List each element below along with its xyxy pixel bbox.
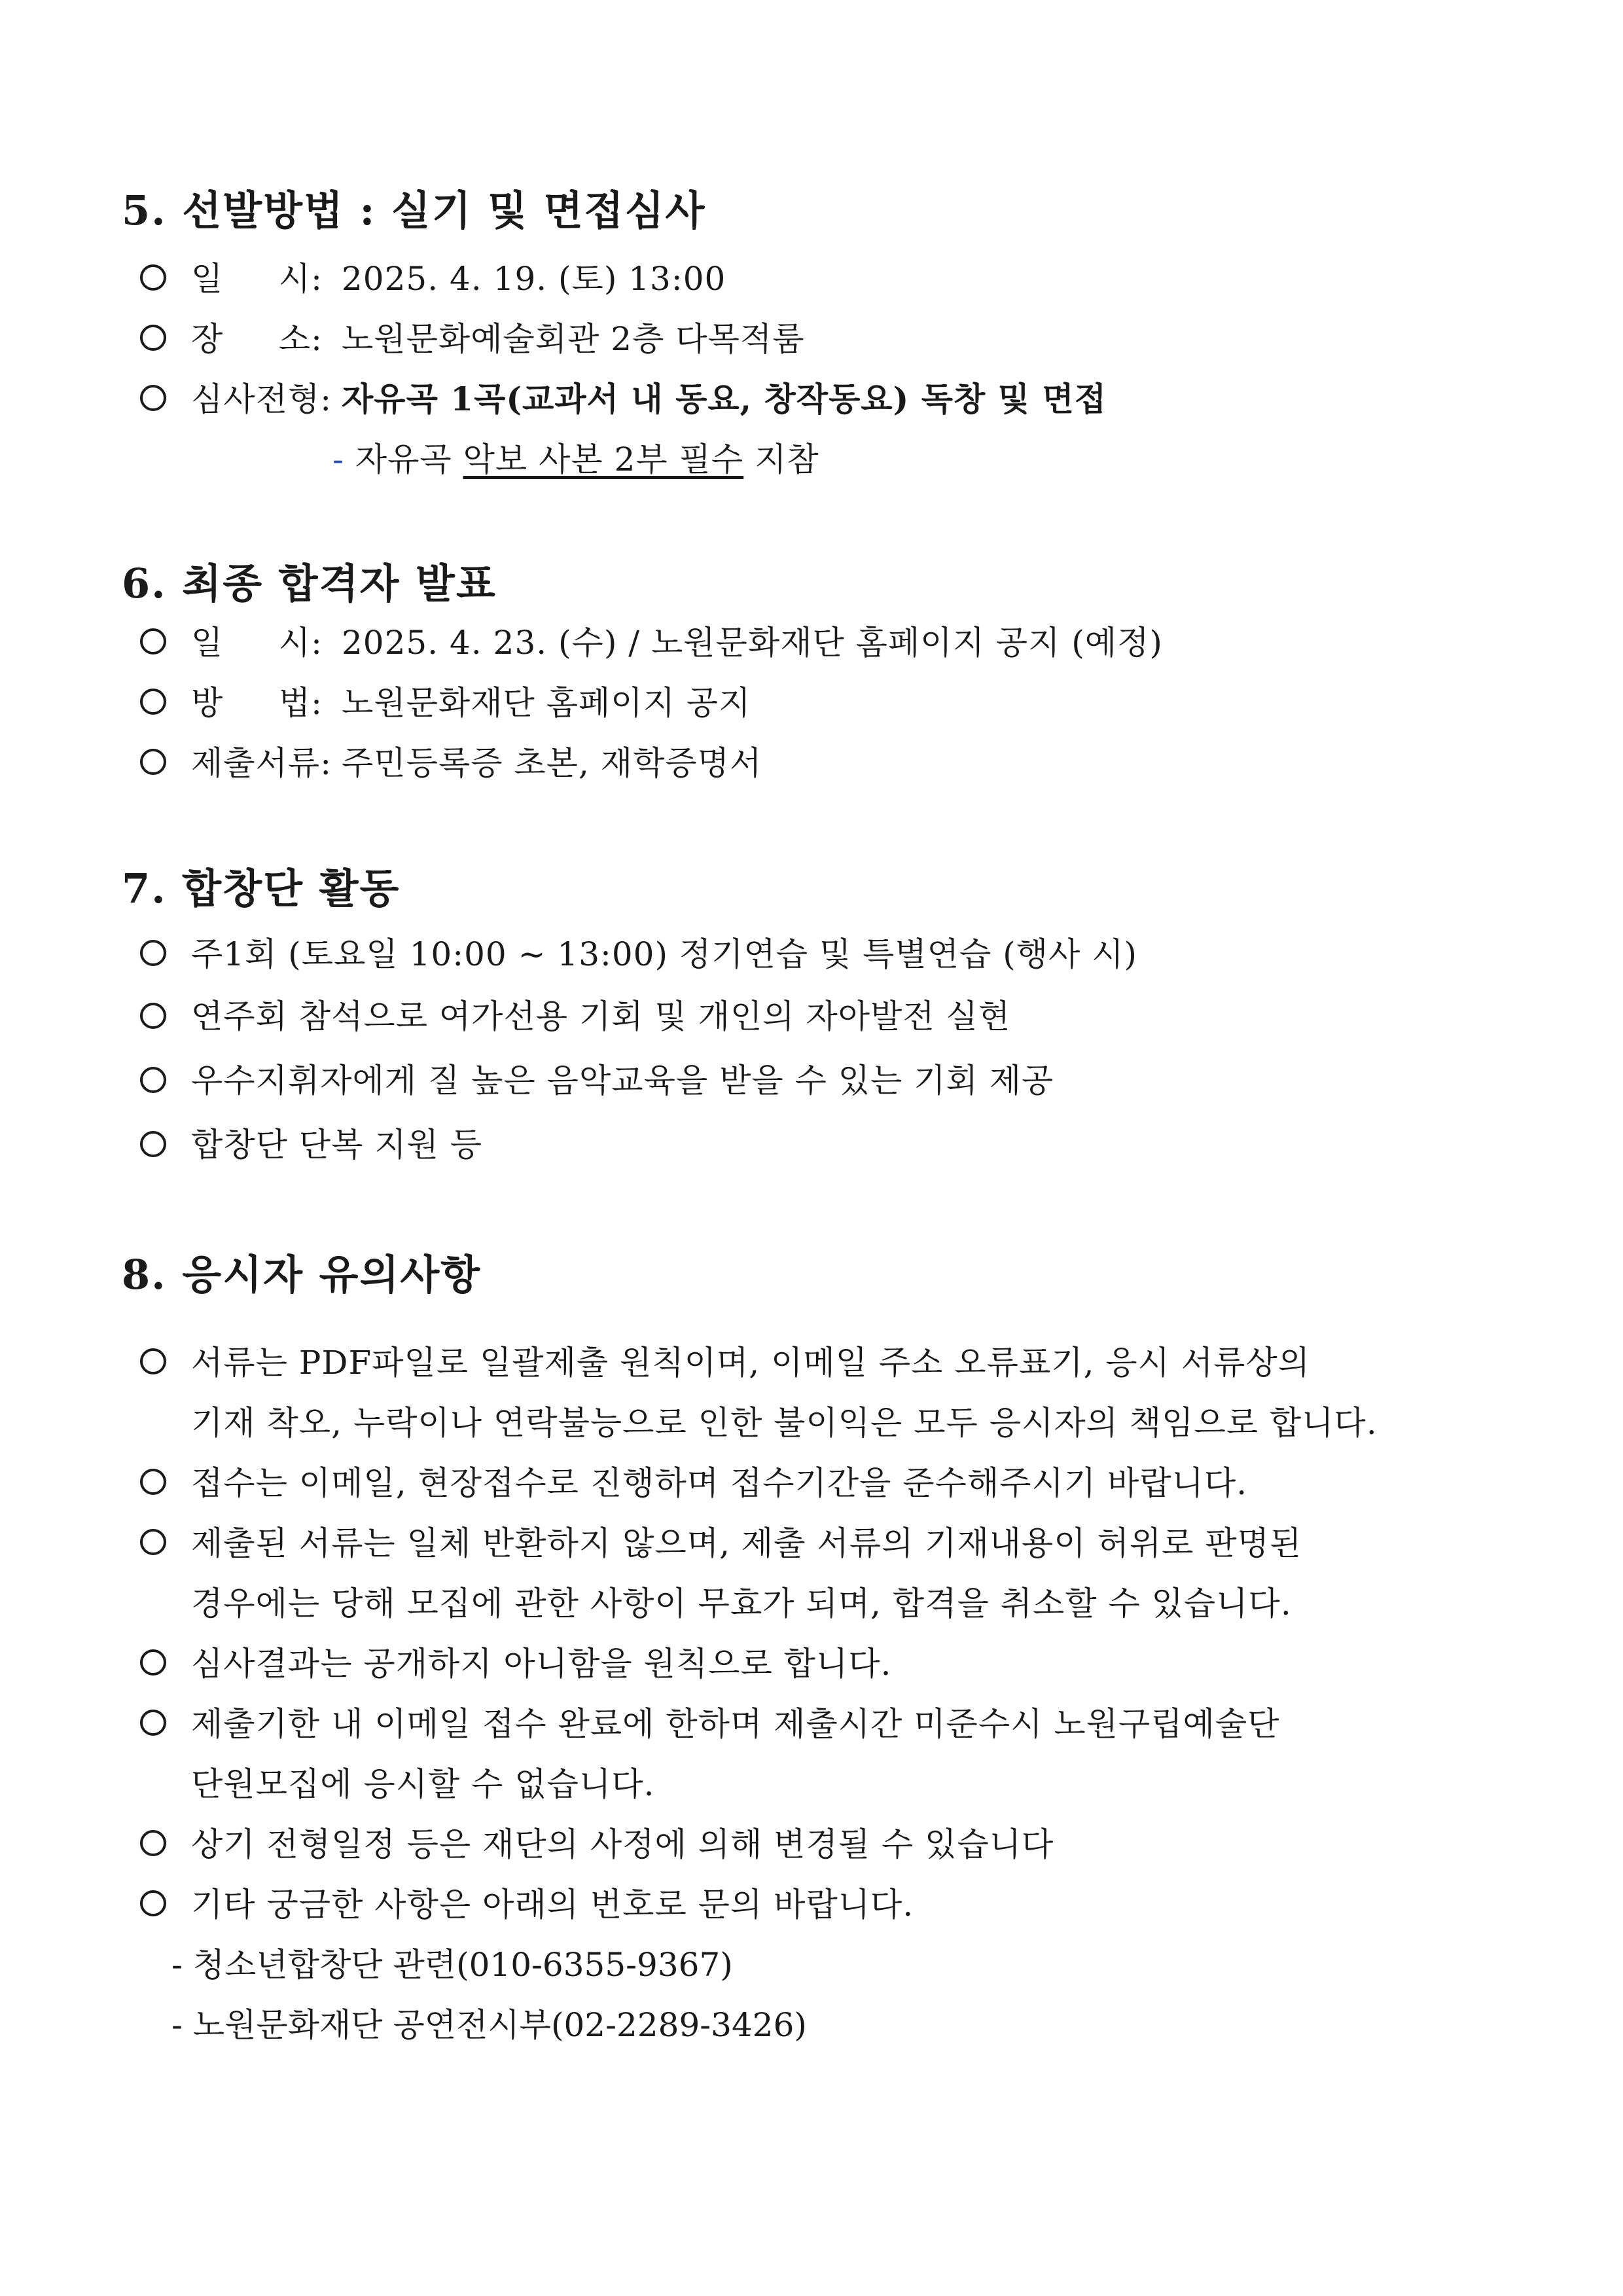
item-value: 자유곡 1곡(교과서 내 동요, 창작동요) 독창 및 면접 [342, 380, 1107, 418]
contact-text: - 노원문화재단 공연전시부(02-2289-3426) [171, 2006, 807, 2044]
item-value: 노원문화재단 홈페이지 공지 [342, 684, 751, 722]
item-label: 제출서류: [191, 744, 332, 782]
sec5-sub-note [122, 429, 1509, 490]
bullet-circle-icon [140, 1710, 166, 1736]
item-text-line1: 접수는 이메일, 현장접수로 진행하며 접수기간을 준수해주시기 바랍니다. [191, 1464, 1248, 1502]
sec8-item-continuation [122, 1393, 1509, 1453]
item-text-line2: 단원모집에 응시할 수 없습니다. [191, 1765, 655, 1803]
sec8-item [122, 1333, 1509, 1393]
item-label: 장 소: [191, 320, 323, 358]
bullet-circle-icon [140, 749, 166, 775]
bullet-circle-icon [140, 1003, 166, 1029]
item-text-line1: 제출기한 내 이메일 접수 완료에 한하며 제출시간 미준수시 노원구립예술단 [191, 1705, 1280, 1743]
item-label: 일 시: [191, 260, 323, 298]
item-text-line1: 심사결과는 공개하지 아니함을 원칙으로 합니다. [191, 1645, 892, 1683]
item-text-line1: 제출된 서류는 일체 반환하지 않으며, 제출 서류의 기재내용이 허위로 판명된 [191, 1524, 1302, 1562]
sec7-item [122, 924, 1509, 984]
bullet-circle-icon [140, 385, 166, 411]
item-text: 주1회 (토요일 10:00 ~ 13:00) 정기연습 및 특별연습 (행사 시) [191, 935, 1138, 973]
item-value: 2025. 4. 19. (토) 13:00 [342, 260, 726, 298]
item-text: 합창단 단복 지원 등 [191, 1126, 483, 1164]
section-5 [122, 185, 1509, 490]
sec7-item [122, 1049, 1509, 1113]
sub-dash: - [332, 440, 344, 478]
bullet-circle-icon [140, 940, 166, 966]
sub-post: 지참 [755, 440, 819, 478]
sec8-item-continuation [122, 1754, 1509, 1814]
sec6-item-docs [122, 733, 1509, 793]
bullet-circle-icon [140, 628, 166, 655]
item-text: 연주회 참석으로 여가선용 기회 및 개인의 자아발전 실현 [191, 997, 1011, 1035]
sec8-item [122, 1814, 1509, 1874]
bullet-circle-icon [140, 1649, 166, 1676]
item-text-line2: 경우에는 당해 모집에 관한 사항이 무효가 되며, 합격을 취소할 수 있습니다. [191, 1585, 1292, 1623]
bullet-circle-icon [140, 1469, 166, 1495]
bullet-circle-icon [140, 1890, 166, 1916]
sec6-item-method [122, 673, 1509, 733]
sec8-item-continuation [122, 1573, 1509, 1634]
bullet-circle-icon [140, 1131, 166, 1157]
sub-underlined: 악보 사본 2부 필수 [463, 440, 744, 478]
contact-text: - 청소년합창단 관련(010-6355-9367) [171, 1946, 733, 1984]
section-7 [122, 863, 1509, 1177]
section-8-heading: 8. 응시자 유의사항 [122, 1251, 482, 1299]
sec6-item-date [122, 613, 1509, 673]
item-text-line1: 상기 전형일정 등은 재단의 사정에 의해 변경될 수 있습니다 [191, 1825, 1054, 1863]
contact-line [122, 1995, 1509, 2055]
sec8-item [122, 1694, 1509, 1754]
section-6 [122, 558, 1509, 793]
section-6-heading: 6. 최종 합격자 발표 [122, 560, 497, 607]
bullet-circle-icon [140, 325, 166, 351]
item-text-line1: 서류는 PDF파일로 일괄제출 원칙이며, 이메일 주소 오류표기, 응시 서류상의 [191, 1344, 1311, 1382]
item-label: 일 시: [191, 624, 323, 662]
item-text-line1: 기타 궁금한 사항은 아래의 번호로 문의 바랍니다. [191, 1886, 914, 1924]
sub-pre: 자유곡 [355, 440, 452, 478]
sec8-item [122, 1874, 1509, 1935]
item-value: 노원문화예술회관 2층 다목적룸 [342, 320, 805, 358]
sec8-item [122, 1453, 1509, 1513]
section-5-heading: 5. 선발방법 : 실기 및 면접심사 [122, 187, 706, 234]
contact-line [122, 1935, 1509, 1995]
sec5-item-date [122, 249, 1509, 309]
bullet-circle-icon [140, 689, 166, 715]
item-text-line2: 기재 착오, 누락이나 연락불능으로 인한 불이익은 모두 응시자의 책임으로 합니다. [191, 1404, 1378, 1442]
sec5-item-place [122, 309, 1509, 369]
bullet-circle-icon [140, 264, 166, 291]
sec8-item [122, 1634, 1509, 1694]
bullet-circle-icon [140, 1830, 166, 1856]
item-value: 주민등록증 초본, 재학증명서 [342, 744, 762, 782]
bullet-circle-icon [140, 1067, 166, 1093]
item-text: 우수지휘자에게 질 높은 음악교육을 받을 수 있는 기회 제공 [191, 1062, 1054, 1100]
sec7-item [122, 1113, 1509, 1177]
sec8-item [122, 1513, 1509, 1573]
item-label: 심사전형: [191, 380, 332, 418]
section-7-heading: 7. 합창단 활동 [122, 865, 401, 912]
section-8 [122, 1249, 1509, 2055]
bullet-circle-icon [140, 1348, 166, 1374]
item-label: 방 법: [191, 684, 323, 722]
sec7-item [122, 984, 1509, 1049]
bullet-circle-icon [140, 1529, 166, 1555]
sec5-item-audition [122, 369, 1509, 429]
item-value: 2025. 4. 23. (수) / 노원문화재단 홈페이지 공지 (예정) [342, 624, 1163, 662]
